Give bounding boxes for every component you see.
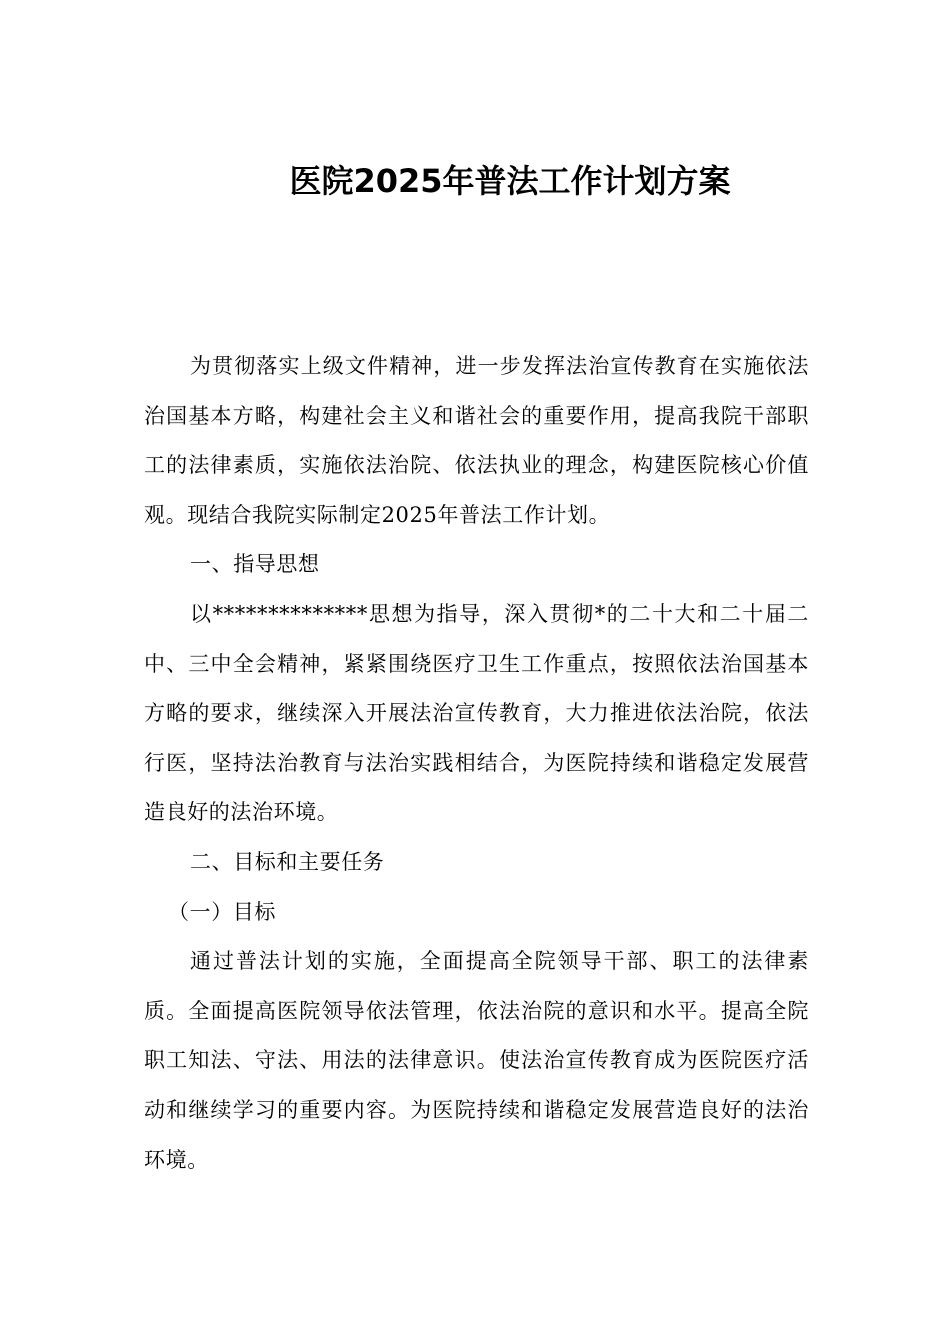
section-heading-goals-tasks: 二、目标和主要任务	[190, 849, 385, 874]
intro-paragraph: 为贯彻落实上级文件精神，进一步发挥法治宣传教育在实施依法治国基本方略，构建社会主义和谐社会的重要作用，提高我院干部职工的法律素质，实施依法治院、依法执业的理念，构建医院核心价值观。现结合我院实际制定2025年普法工作计划。	[144, 354, 809, 527]
document-title: 医院2025年普法工作计划方案	[289, 162, 731, 200]
document-body	[144, 342, 809, 1185]
section-heading-guiding-ideology: 一、指导思想	[190, 552, 320, 577]
goals-paragraph: 通过普法计划的实施，全面提高全院领导干部、职工的法律素质。全面提高医院领导依法管理，依法治院的意识和水平。提高全院职工知法、守法、用法的法律意识。使法治宣传教育成为医院医疗活动和继续学习的重要内容。为医院持续和谐稳定发展营造良好的法治环境。	[144, 949, 809, 1172]
subsection-heading-goals: （一）目标	[168, 899, 276, 924]
guiding-ideology-paragraph: 以**************思想为指导，深入贯彻*的二十大和二十届二中、三中全会精神，紧紧围绕医疗卫生工作重点，按照依法治国基本方略的要求，继续深入开展法治宣传教育，大力推进依法治院，依法行医，坚持法治教育与法治实践相结合，为医院持续和谐稳定发展营造良好的法治环境。	[144, 601, 809, 825]
